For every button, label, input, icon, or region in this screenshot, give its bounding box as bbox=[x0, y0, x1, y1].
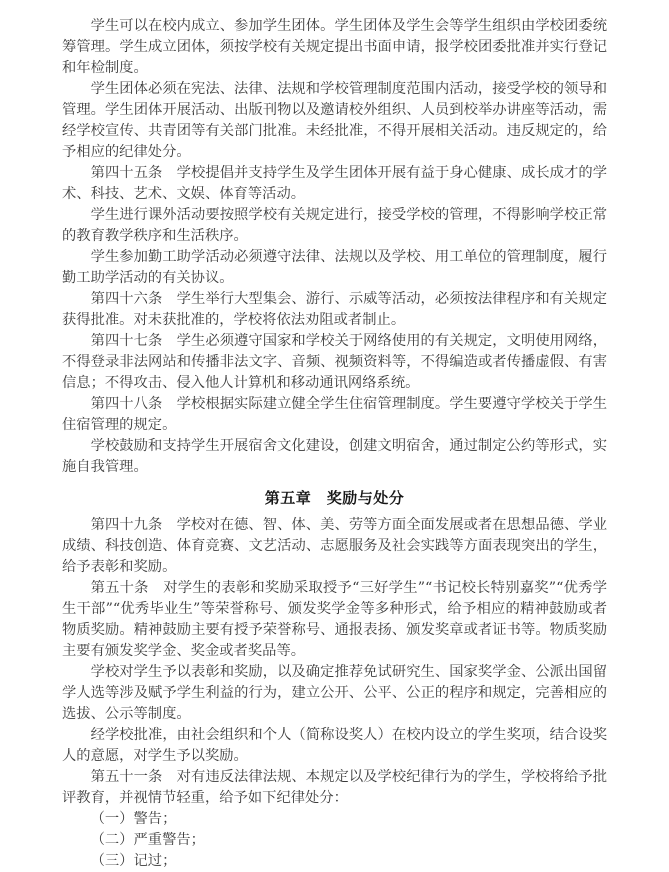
article-48: 第四十八条 学校根据实际建立健全学生住宿管理制度。学生要遵守学校关于学生住宿管理的规定。 bbox=[62, 396, 607, 433]
article-46: 第四十六条 学生举行大型集会、游行、示威等活动，必须按法律程序和有关规定获得批准。对未获批准的，学校将依法劝阻或者制止。 bbox=[62, 291, 607, 328]
chapter-5-heading: 第五章 奖励与处分 bbox=[264, 489, 405, 507]
para-extracurricular-activities: 学生进行课外活动要按照学校有关规定进行，接受学校的管理，不得影响学校正常的教育教学秩序和生活秩序。 bbox=[62, 207, 607, 244]
list-item-serious-warning: （二）严重警告； bbox=[90, 832, 205, 848]
para-award-procedures: 学校对学生予以表彰和奖励，以及确定推荐免试研究生、国家奖学金、公派出国留学人选等涉及赋予学生利益的行为，建立公开、公平、公正的程序和规定，完善相应的选拔、公示等制度。 bbox=[62, 664, 607, 722]
article-49: 第四十九条 学校对在德、智、体、美、劳等方面全面发展或者在思想品德、学业成绩、科技创造、体育竞赛、文艺活动、志愿服务及社会实践等方面表现突出的学生，给予表彰和奖励。 bbox=[62, 517, 607, 575]
article-51: 第五十一条 对有违反法律法规、本规定以及学校纪律行为的学生，学校将给予批评教育，并视情节轻重，给予如下纪律处分： bbox=[62, 769, 607, 806]
para-dorm-culture: 学校鼓励和支持学生开展宿舍文化建设，创建文明宿舍，通过制定公约等形式，实施自我管理。 bbox=[62, 438, 607, 475]
para-student-societies: 学生可以在校内成立、参加学生团体。学生团体及学生会等学生组织由学校团委统筹管理。学生成立团体，须按学校有关规定提出书面申请，报学校团委批准并实行登记和年检制度。 bbox=[62, 18, 607, 76]
para-society-regulations: 学生团体必须在宪法、法律、法规和学校管理制度范围内活动，接受学校的领导和管理。学生团体开展活动、出版刊物以及邀请校外组织、人员到校举办讲座等活动，需经学校宣传、共青团等有关部门批准。未经批准，不得开展相关活动。违反规定的，给予相应的纪律处分。 bbox=[62, 81, 607, 160]
para-external-awards: 经学校批准，由社会组织和个人（简称设奖人）在校内设立的学生奖项，结合设奖人的意愿，对学生予以奖励。 bbox=[62, 727, 607, 764]
article-50: 第五十条 对学生的表彰和奖励采取授予“三好学生”“书记校长特别嘉奖”“优秀学生干部”“优秀毕业生”等荣誉称号、颁发奖学金等多种形式，给予相应的精神鼓励或者物质奖励。精神鼓励主要有授予荣誉称号、通报表扬、颁发奖章或者证书等。物质奖励主要有颁发奖学金、奖金或者奖品等。 bbox=[62, 580, 607, 659]
article-47: 第四十七条 学生必须遵守国家和学校关于网络使用的有关规定，文明使用网络，不得登录非法网站和传播非法文字、音频、视频资料等，不得编造或者传播虚假、有害信息；不得攻击、侵入他人计算机和移动通讯网络系统。 bbox=[62, 333, 607, 391]
list-item-warning: （一）警告； bbox=[90, 811, 177, 827]
para-work-study: 学生参加勤工助学活动必须遵守法律、法规以及学校、用工单位的管理制度，履行勤工助学活动的有关协议。 bbox=[62, 249, 607, 286]
article-45: 第四十五条 学校提倡并支持学生及学生团体开展有益于身心健康、成长成才的学术、科技、艺术、文娱、体育等活动。 bbox=[62, 165, 607, 202]
document-page bbox=[62, 16, 607, 872]
list-item-demerit: （三）记过； bbox=[90, 853, 177, 869]
